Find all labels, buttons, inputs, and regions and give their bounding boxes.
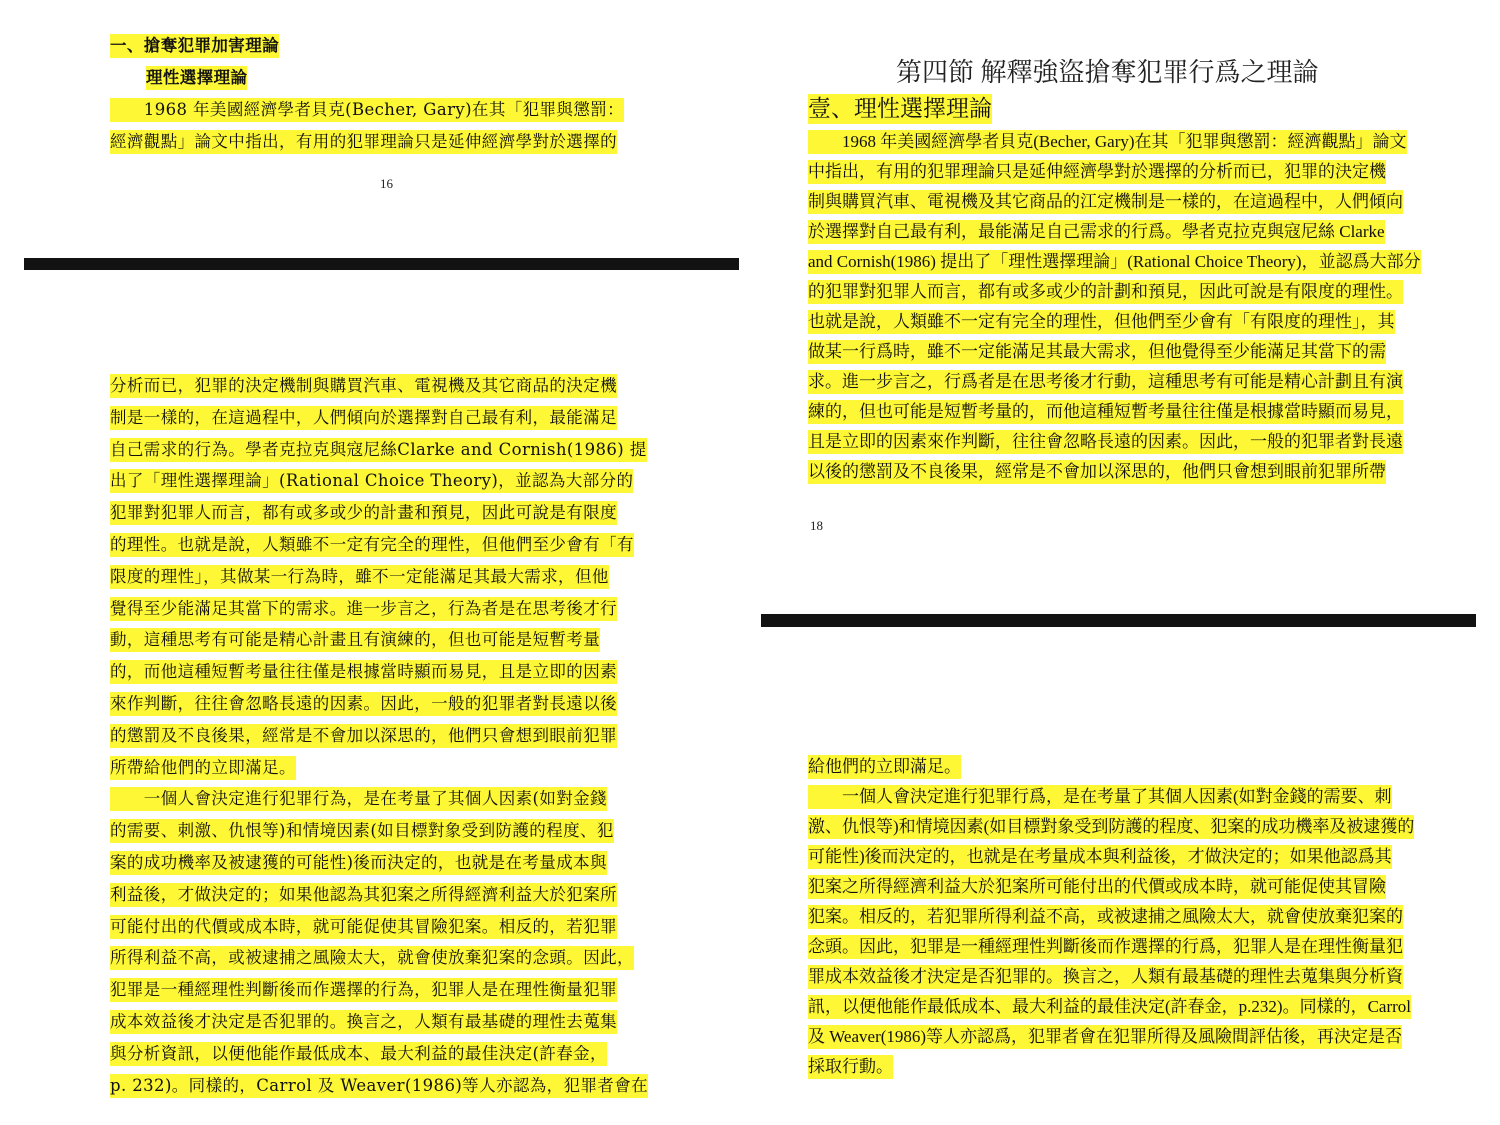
text-line: 可能付出的代價或成本時，就可能促使其冒險犯案。相反的，若犯罪 xyxy=(110,915,617,939)
section-title: 第四節 解釋強盜搶奪犯罪行爲之理論 xyxy=(896,58,1319,87)
text-line: 訊，以便他能作最低成本、最大利益的最佳決定(許春金，p.232)。同樣的，Carrol xyxy=(808,995,1411,1019)
right-page-number: 18 xyxy=(810,518,823,533)
text-line: 覺得至少能滿足其當下的需求。進一步言之，行為者是在思考後才行 xyxy=(110,597,617,621)
text-line: 的需要、刺激、仇恨等)和情境因素(如目標對象受到防護的程度、犯 xyxy=(110,819,614,843)
text-line: 所得利益不高，或被逮捕之風險太大，就會使放棄犯案的念頭。因此， xyxy=(110,946,634,970)
left-top-line: 經濟觀點」論文中指出，有用的犯罪理論只是延伸經濟學對於選擇的 xyxy=(110,130,617,154)
text-line: 的理性。也就是說，人類雖不一定有完全的理性，但他們至少會有「有 xyxy=(110,533,634,557)
text-line: 制與購買汽車、電視機及其它商品的江定機制是一樣的，在這過程中，人們傾向 xyxy=(808,190,1403,214)
text-line: 的犯罪對犯罪人而言，都有或多或少的計劃和預見，因此可說是有限度的理性。 xyxy=(808,280,1403,304)
text-line: 以後的懲罰及不良後果，經常是不會加以深思的，他們只會想到眼前犯罪所帶 xyxy=(808,460,1386,484)
text-line: 罪成本效益後才決定是否犯罪的。換言之，人類有最基礎的理性去蒐集與分析資 xyxy=(808,965,1403,989)
text-line: 於選擇對自己最有利，最能滿足自己需求的行爲。學者克拉克與寇尼絲 Clarke xyxy=(808,220,1385,244)
left-subheading: 理性選擇理論 xyxy=(146,66,247,90)
text-line: 犯案。相反的，若犯罪所得利益不高，或被逮捕之風險太大，就會使放棄犯案的 xyxy=(808,905,1403,929)
text-line: 成本效益後才決定是否犯罪的。換言之，人類有最基礎的理性去蒐集 xyxy=(110,1010,617,1034)
left-top-line: 1968 年美國經濟學者貝克(Becher, Gary)在其「犯罪與懲罰： xyxy=(110,98,624,122)
text-line: 念頭。因此，犯罪是一種經理性判斷後而作選擇的行爲，犯罪人是在理性衡量犯 xyxy=(808,935,1403,959)
text-line: 求。進一步言之，行爲者是在思考後才行動，這種思考有可能是精心計劃且有演 xyxy=(808,370,1403,394)
text-line: 且是立即的因素來作判斷，往往會忽略長遠的因素。因此，一般的犯罪者對長遠 xyxy=(808,430,1403,454)
text-line: 及 Weaver(1986)等人亦認爲，犯罪者會在犯罪所得及風險間評估後，再決定是否 xyxy=(808,1025,1402,1049)
text-line: 自己需求的行為。學者克拉克與寇尼絲Clarke and Cornish(1986) 提 xyxy=(110,438,647,462)
text-line: 制是一樣的，在這過程中，人們傾向於選擇對自己最有利，最能滿足 xyxy=(110,406,617,430)
text-line: 的懲罰及不良後果，經常是不會加以深思的，他們只會想到眼前犯罪 xyxy=(110,724,617,748)
left-heading: 一、搶奪犯罪加害理論 xyxy=(110,34,279,58)
text-line: 犯罪對犯罪人而言，都有或多或少的計畫和預見，因此可說是有限度 xyxy=(110,501,617,525)
text-line: 也就是說，人類雖不一定有完全的理性，但他們至少會有「有限度的理性」，其 xyxy=(808,310,1395,334)
text-line: 來作判斷，往往會忽略長遠的因素。因此，一般的犯罪者對長遠以後 xyxy=(110,692,617,716)
text-line: 給他們的立即滿足。 xyxy=(808,755,961,779)
text-line: 限度的理性」，其做某一行為時，雖不一定能滿足其最大需求，但他 xyxy=(110,565,609,589)
text-line: 的，而他這種短暫考量往往僅是根據當時顯而易見，且是立即的因素 xyxy=(110,660,617,684)
text-line: 與分析資訊，以便他能作最低成本、最大利益的最佳決定(許春金， xyxy=(110,1042,607,1066)
right-heading: 壹、理性選擇理論 xyxy=(808,94,992,124)
text-line: 採取行動。 xyxy=(808,1055,893,1079)
text-line: 激、仇恨等)和情境因素(如目標對象受到防護的程度、犯案的成功機率及被逮獲的 xyxy=(808,815,1414,839)
text-line: 所帶給他們的立即滿足。 xyxy=(110,756,296,780)
text-line: 練的，但也可能是短暫考量的，而他這種短暫考量往往僅是根據當時顯而易見， xyxy=(808,400,1403,424)
text-line: 中指出，有用的犯罪理論只是延伸經濟學對於選擇的分析而已，犯罪的決定機 xyxy=(808,160,1386,184)
left-page-number: 16 xyxy=(380,176,393,191)
text-line: p. 232)。同樣的，Carrol 及 Weaver(1986)等人亦認為，犯罪者會在 xyxy=(110,1074,648,1098)
left-page-divider xyxy=(24,258,739,270)
text-line: 動，這種思考有可能是精心計畫且有演練的，但也可能是短暫考量 xyxy=(110,628,600,652)
text-line: 利益後，才做決定的；如果他認為其犯案之所得經濟利益大於犯案所 xyxy=(110,883,617,907)
text-line: 案的成功機率及被逮獲的可能性)後而決定的，也就是在考量成本與 xyxy=(110,851,607,875)
text-line: 可能性)後而決定的，也就是在考量成本與利益後，才做決定的；如果他認爲其 xyxy=(808,845,1392,869)
text-line: 犯案之所得經濟利益大於犯案所可能付出的代價或成本時，就可能促使其冒險 xyxy=(808,875,1386,899)
text-line: and Cornish(1986) 提出了「理性選擇理論」(Rational Choice Theory)，並認爲大部分 xyxy=(808,250,1421,274)
text-line: 做某一行爲時，雖不一定能滿足其最大需求，但他覺得至少能滿足其當下的需 xyxy=(808,340,1386,364)
right-page-divider xyxy=(761,614,1476,627)
text-line: 一個人會決定進行犯罪行爲，是在考量了其個人因素(如對金錢的需要、刺 xyxy=(808,785,1392,809)
text-line: 一個人會決定進行犯罪行為，是在考量了其個人因素(如對金錢 xyxy=(110,787,607,811)
text-line: 出了「理性選擇理論」(Rational Choice Theory)，並認為大部分的 xyxy=(110,469,633,493)
text-line: 1968 年美國經濟學者貝克(Becher, Gary)在其「犯罪與懲罰：經濟觀點」論文 xyxy=(808,130,1407,154)
text-line: 分析而已，犯罪的決定機制與購買汽車、電視機及其它商品的決定機 xyxy=(110,374,617,398)
text-line: 犯罪是一種經理性判斷後而作選擇的行為，犯罪人是在理性衡量犯罪 xyxy=(110,978,617,1002)
